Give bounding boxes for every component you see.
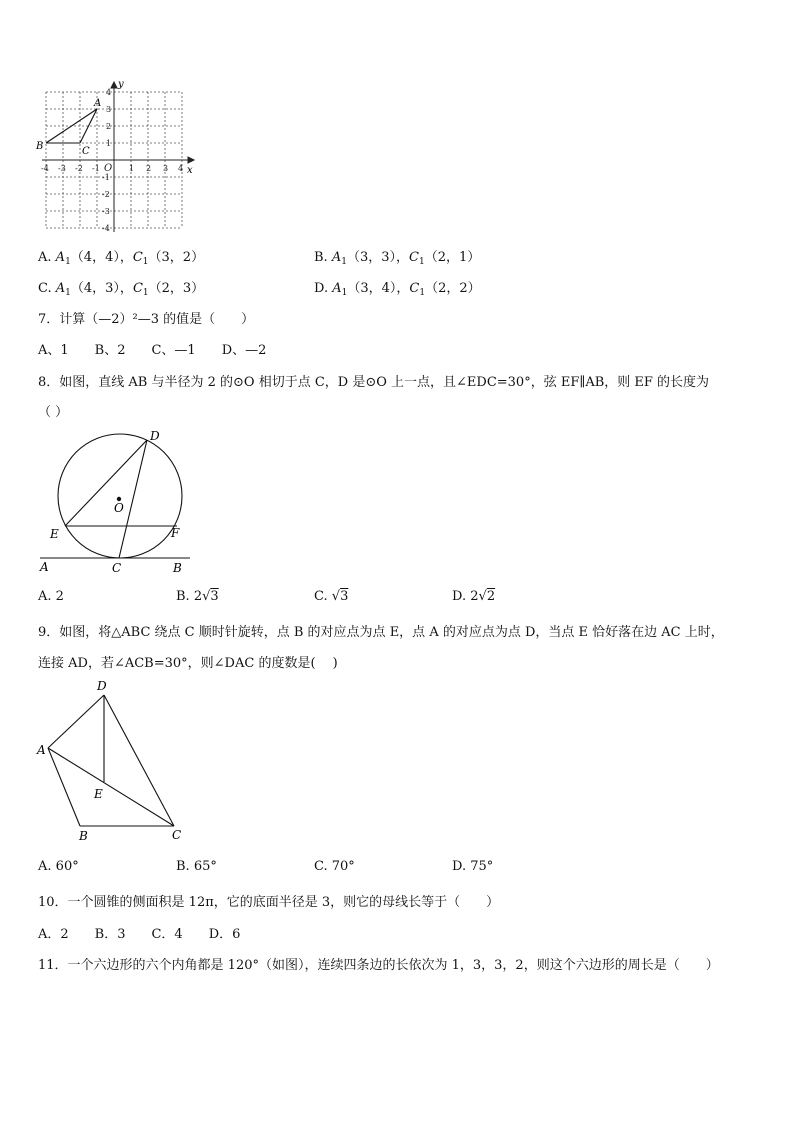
x-tick: -4 bbox=[41, 164, 49, 173]
label-c: C bbox=[172, 828, 182, 842]
option-letter: D. bbox=[314, 281, 329, 296]
label-b: B bbox=[79, 829, 88, 843]
option-value: 65° bbox=[193, 859, 217, 874]
q9-option-c bbox=[314, 859, 355, 875]
segment-ab bbox=[48, 748, 80, 826]
q6-option-c bbox=[38, 281, 204, 301]
q8-option-d bbox=[452, 589, 495, 605]
q8-question-cont: （ ） bbox=[38, 405, 69, 420]
q10-options: A．2 B．3 C．4 D．6 bbox=[38, 927, 241, 942]
option-value: 70° bbox=[331, 859, 355, 874]
coordinate: （3，4）， bbox=[347, 281, 410, 296]
label-f: F bbox=[171, 526, 180, 540]
q6-option-a bbox=[38, 250, 204, 270]
circle-tangent-figure bbox=[32, 426, 197, 576]
subscript: 1 bbox=[419, 288, 426, 298]
q9-question-cont: 连接 AD，若∠ACB=30°，则∠DAC 的度数是( ) bbox=[38, 656, 338, 671]
subscript: 1 bbox=[418, 257, 425, 267]
q9-option-d bbox=[452, 859, 493, 875]
point-name: A bbox=[332, 281, 342, 296]
coordinate: （2，3） bbox=[148, 281, 205, 296]
point-name: C bbox=[132, 281, 143, 296]
q7-options: A、1 B、2 C、—1 D、—2 bbox=[38, 343, 267, 358]
segment-ed bbox=[65, 440, 147, 526]
y-tick: -3 bbox=[102, 207, 110, 216]
label-a: A bbox=[40, 560, 49, 574]
q8-question: 8．如图，直线 AB 与半径为 2 的⊙O 相切于点 C，D 是⊙O 上一点，且∠EDC=30°，弦 EF∥AB，则 EF 的长度为 bbox=[38, 375, 710, 390]
q6-option-d bbox=[314, 281, 481, 301]
coordinate: （2，2） bbox=[425, 281, 481, 296]
q8-option-a bbox=[38, 589, 64, 605]
coordinate: （4，3）， bbox=[70, 281, 133, 296]
q10-question: 10．一个圆锥的侧面积是 12π，它的底面半径是 3，则它的母线长等于（ ） bbox=[38, 895, 500, 910]
point-name: A bbox=[331, 250, 342, 265]
point-b-label: B bbox=[36, 141, 44, 152]
q9-option-a bbox=[38, 859, 79, 875]
subscript: 1 bbox=[142, 288, 149, 298]
label-b: B bbox=[173, 561, 182, 575]
label-e: E bbox=[50, 527, 59, 541]
option-value: 2 bbox=[55, 589, 64, 604]
subscript: 1 bbox=[341, 257, 347, 267]
y-tick: 4 bbox=[106, 88, 112, 97]
x-tick-labels bbox=[41, 163, 183, 174]
coefficient: 2 bbox=[470, 589, 479, 604]
option-value: 60° bbox=[55, 859, 79, 874]
radicand: 3 bbox=[210, 589, 219, 604]
subscript: 1 bbox=[341, 288, 348, 298]
x-axis-label: x bbox=[187, 165, 193, 176]
option-letter: A. bbox=[38, 250, 52, 265]
point-a-label: A bbox=[94, 98, 102, 109]
q8-option-c bbox=[314, 589, 348, 605]
option-letter: B. bbox=[176, 589, 190, 604]
label-d: D bbox=[97, 679, 107, 693]
label-d: D bbox=[150, 429, 160, 443]
option-letter: A. bbox=[38, 859, 52, 874]
point-name: C bbox=[132, 250, 143, 265]
option-letter: C. bbox=[314, 589, 328, 604]
origin-label: O bbox=[104, 163, 113, 174]
subscript: 1 bbox=[142, 257, 149, 267]
q9-option-b bbox=[176, 859, 217, 875]
q9-question: 9．如图，将△ABC 绕点 C 顺时针旋转，点 B 的对应点为点 E，点 A 的对应点为点 D，当点 E 恰好落在边 AC 上时， bbox=[38, 625, 724, 640]
segment-ac bbox=[48, 748, 174, 826]
segment-ad bbox=[48, 695, 104, 748]
option-letter: C. bbox=[314, 859, 328, 874]
option-letter: A. bbox=[38, 589, 52, 604]
coordinate: （3，2） bbox=[148, 250, 205, 265]
point-name: C bbox=[409, 250, 419, 265]
label-e: E bbox=[94, 787, 103, 801]
x-tick: -2 bbox=[75, 164, 83, 173]
y-axis-label: y bbox=[118, 79, 124, 90]
radicand: 3 bbox=[340, 589, 349, 604]
coordinate: （2，1） bbox=[424, 250, 481, 265]
q8-option-b bbox=[176, 589, 219, 605]
rotation-triangle-figure bbox=[34, 676, 194, 846]
y-tick: 2 bbox=[106, 122, 112, 131]
x-tick: 2 bbox=[146, 164, 152, 173]
coefficient: 2 bbox=[193, 589, 203, 604]
y-tick: 1 bbox=[106, 139, 112, 148]
sqrt-icon: √ bbox=[331, 589, 341, 604]
subscript: 1 bbox=[65, 257, 71, 267]
point-c-label: C bbox=[82, 146, 90, 157]
option-letter: C. bbox=[38, 281, 52, 296]
axes bbox=[42, 82, 194, 232]
option-letter: B. bbox=[314, 250, 328, 265]
coordinate-grid-figure bbox=[30, 78, 200, 238]
point-name: A bbox=[55, 250, 66, 265]
triangle-abc bbox=[46, 109, 97, 143]
x-tick: 1 bbox=[129, 164, 135, 173]
q11-question: 11．一个六边形的六个内角都是 120°（如图），连续四条边的长依次为 1，3，3，2，则这个六边形的周长是（ ） bbox=[38, 958, 719, 973]
segment-dc bbox=[104, 695, 174, 826]
y-tick: 3 bbox=[106, 105, 112, 114]
coordinate: （4，4）， bbox=[70, 250, 133, 265]
label-a: A bbox=[37, 743, 46, 757]
x-tick: -3 bbox=[58, 164, 66, 173]
circle-o bbox=[58, 434, 182, 558]
option-letter: B. bbox=[176, 859, 190, 874]
x-tick: 4 bbox=[178, 164, 184, 173]
radicand: 2 bbox=[486, 589, 496, 604]
x-tick: 3 bbox=[163, 164, 169, 173]
sqrt-icon: √ bbox=[478, 589, 487, 604]
y-tick: -2 bbox=[102, 190, 110, 199]
q7-question: 7．计算（—2）²—3 的值是（ ） bbox=[38, 312, 255, 327]
point-name: A bbox=[55, 281, 66, 296]
segment-dc bbox=[119, 440, 147, 558]
y-tick: -4 bbox=[102, 224, 110, 233]
x-tick: -1 bbox=[92, 164, 100, 173]
subscript: 1 bbox=[65, 288, 71, 298]
point-name: C bbox=[409, 281, 420, 296]
coordinate: （3，3）， bbox=[346, 250, 409, 265]
sqrt-icon: √ bbox=[202, 589, 211, 604]
label-o: O bbox=[114, 501, 124, 515]
option-value: 75° bbox=[470, 859, 494, 874]
option-letter: D. bbox=[452, 859, 467, 874]
option-letter: D. bbox=[452, 589, 467, 604]
label-c: C bbox=[112, 561, 122, 575]
y-tick: -1 bbox=[102, 173, 110, 182]
q6-option-b bbox=[314, 250, 480, 270]
